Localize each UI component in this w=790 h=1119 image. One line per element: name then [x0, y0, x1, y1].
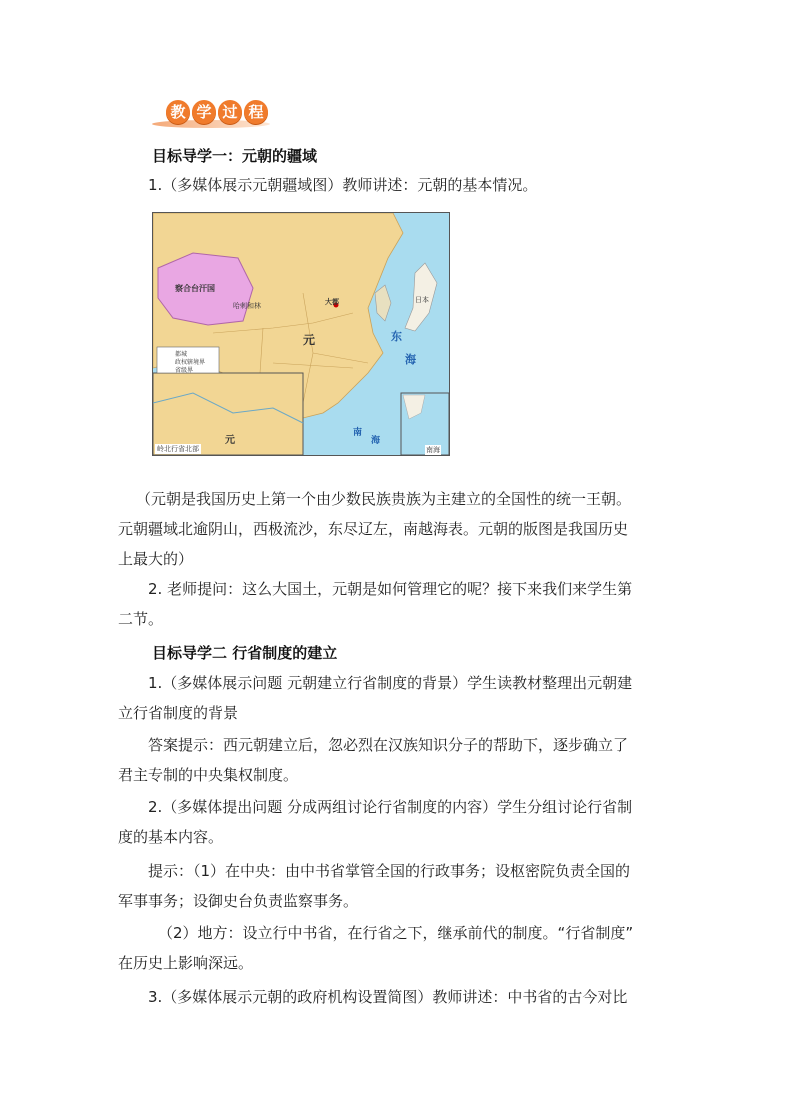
- map-label-east-sea: 东: [391, 330, 402, 343]
- text-line: 度的基本内容。: [118, 828, 224, 846]
- map-label-east-sea-2: 海: [405, 353, 416, 366]
- section-banner: [152, 100, 272, 130]
- section2-hint: [118, 856, 678, 916]
- map-legend-item: 政权辖境界: [175, 359, 206, 366]
- section2-item1: [118, 668, 678, 728]
- text-line: 元朝疆域北逾阴山，西极流沙，东尽辽左，南越海表。元朝的版图是我国历史: [118, 520, 629, 538]
- text-line: 立行省制度的背景: [118, 704, 239, 722]
- text-line: 答案提示：西元朝建立后，忽必烈在汉族知识分子的帮助下，逐步确立了: [148, 736, 629, 754]
- section1-item1: [118, 170, 708, 200]
- text-line: 二节。: [118, 610, 164, 628]
- section1-heading: 目标导学一：元朝的疆域: [152, 147, 318, 165]
- section1-item2: [118, 574, 678, 634]
- text-line: 3.（多媒体展示元朝的政府机构设置简图）教师讲述：中书省的古今对比: [148, 988, 628, 1006]
- text-line: 2.（多媒体提出问题 分成两组讨论行省制度的内容）学生分组讨论行省制: [148, 798, 633, 816]
- map-label-inset-caption: 岭北行省北部: [157, 445, 199, 453]
- section2-item3: [118, 982, 678, 1012]
- map-legend-item: 省级界: [175, 367, 194, 374]
- section2-answer: [118, 730, 678, 790]
- text-line: 1.（多媒体展示问题 元朝建立行省制度的背景）学生读教材整理出元朝建: [148, 674, 633, 692]
- text-line: 军事事务；设御史台负责监察事务。: [118, 892, 359, 910]
- banner-char: 学: [192, 100, 216, 124]
- map-label-japan: 日本: [415, 296, 429, 304]
- map-label-chagatai: 察合台汗国: [175, 284, 215, 293]
- map-drawing: [153, 213, 449, 455]
- map-label-south-sea-2: 海: [371, 436, 381, 446]
- text-line: （元朝是我国历史上第一个由少数民族贵族为主建立的全国性的统一王朝。: [136, 490, 632, 508]
- map-label-yuan-inset: 元: [225, 435, 235, 446]
- text-line: 上最大的）: [118, 550, 194, 568]
- map-legend-item: 都城: [175, 351, 188, 358]
- text-line: （2）地方：设立行中书省，在行省之下，继承前代的制度。“行省制度”: [158, 924, 634, 942]
- banner-char: 过: [218, 100, 242, 124]
- banner-char: 程: [244, 100, 268, 124]
- banner-char: 教: [166, 100, 190, 124]
- section2-heading: 目标导学二 行省制度的建立: [152, 644, 338, 662]
- section1-paragraph: [118, 484, 678, 574]
- map-label-inset-south: 南海: [426, 446, 440, 454]
- text-line: 提示：（1）在中央：由中书省掌管全国的行政事务；设枢密院负责全国的: [148, 862, 631, 880]
- section2-local: [118, 918, 678, 978]
- text-line: 2. 老师提问：这么大国土，元朝是如何管理它的呢？接下来我们来学生第: [148, 580, 633, 598]
- yuan-territory-map: [152, 212, 450, 456]
- map-label-yuan: 元: [303, 333, 316, 347]
- text-line: 在历史上影响深远。: [118, 954, 254, 972]
- section2-item2: [118, 792, 678, 852]
- text-line: 1.（多媒体展示元朝疆域图）教师讲述：元朝的基本情况。: [148, 176, 538, 194]
- map-label-karakorum: 哈剌和林: [233, 302, 261, 310]
- map-label-dadu: 大都: [325, 298, 339, 306]
- map-label-south-sea: 南: [353, 428, 363, 438]
- text-line: 君主专制的中央集权制度。: [118, 766, 299, 784]
